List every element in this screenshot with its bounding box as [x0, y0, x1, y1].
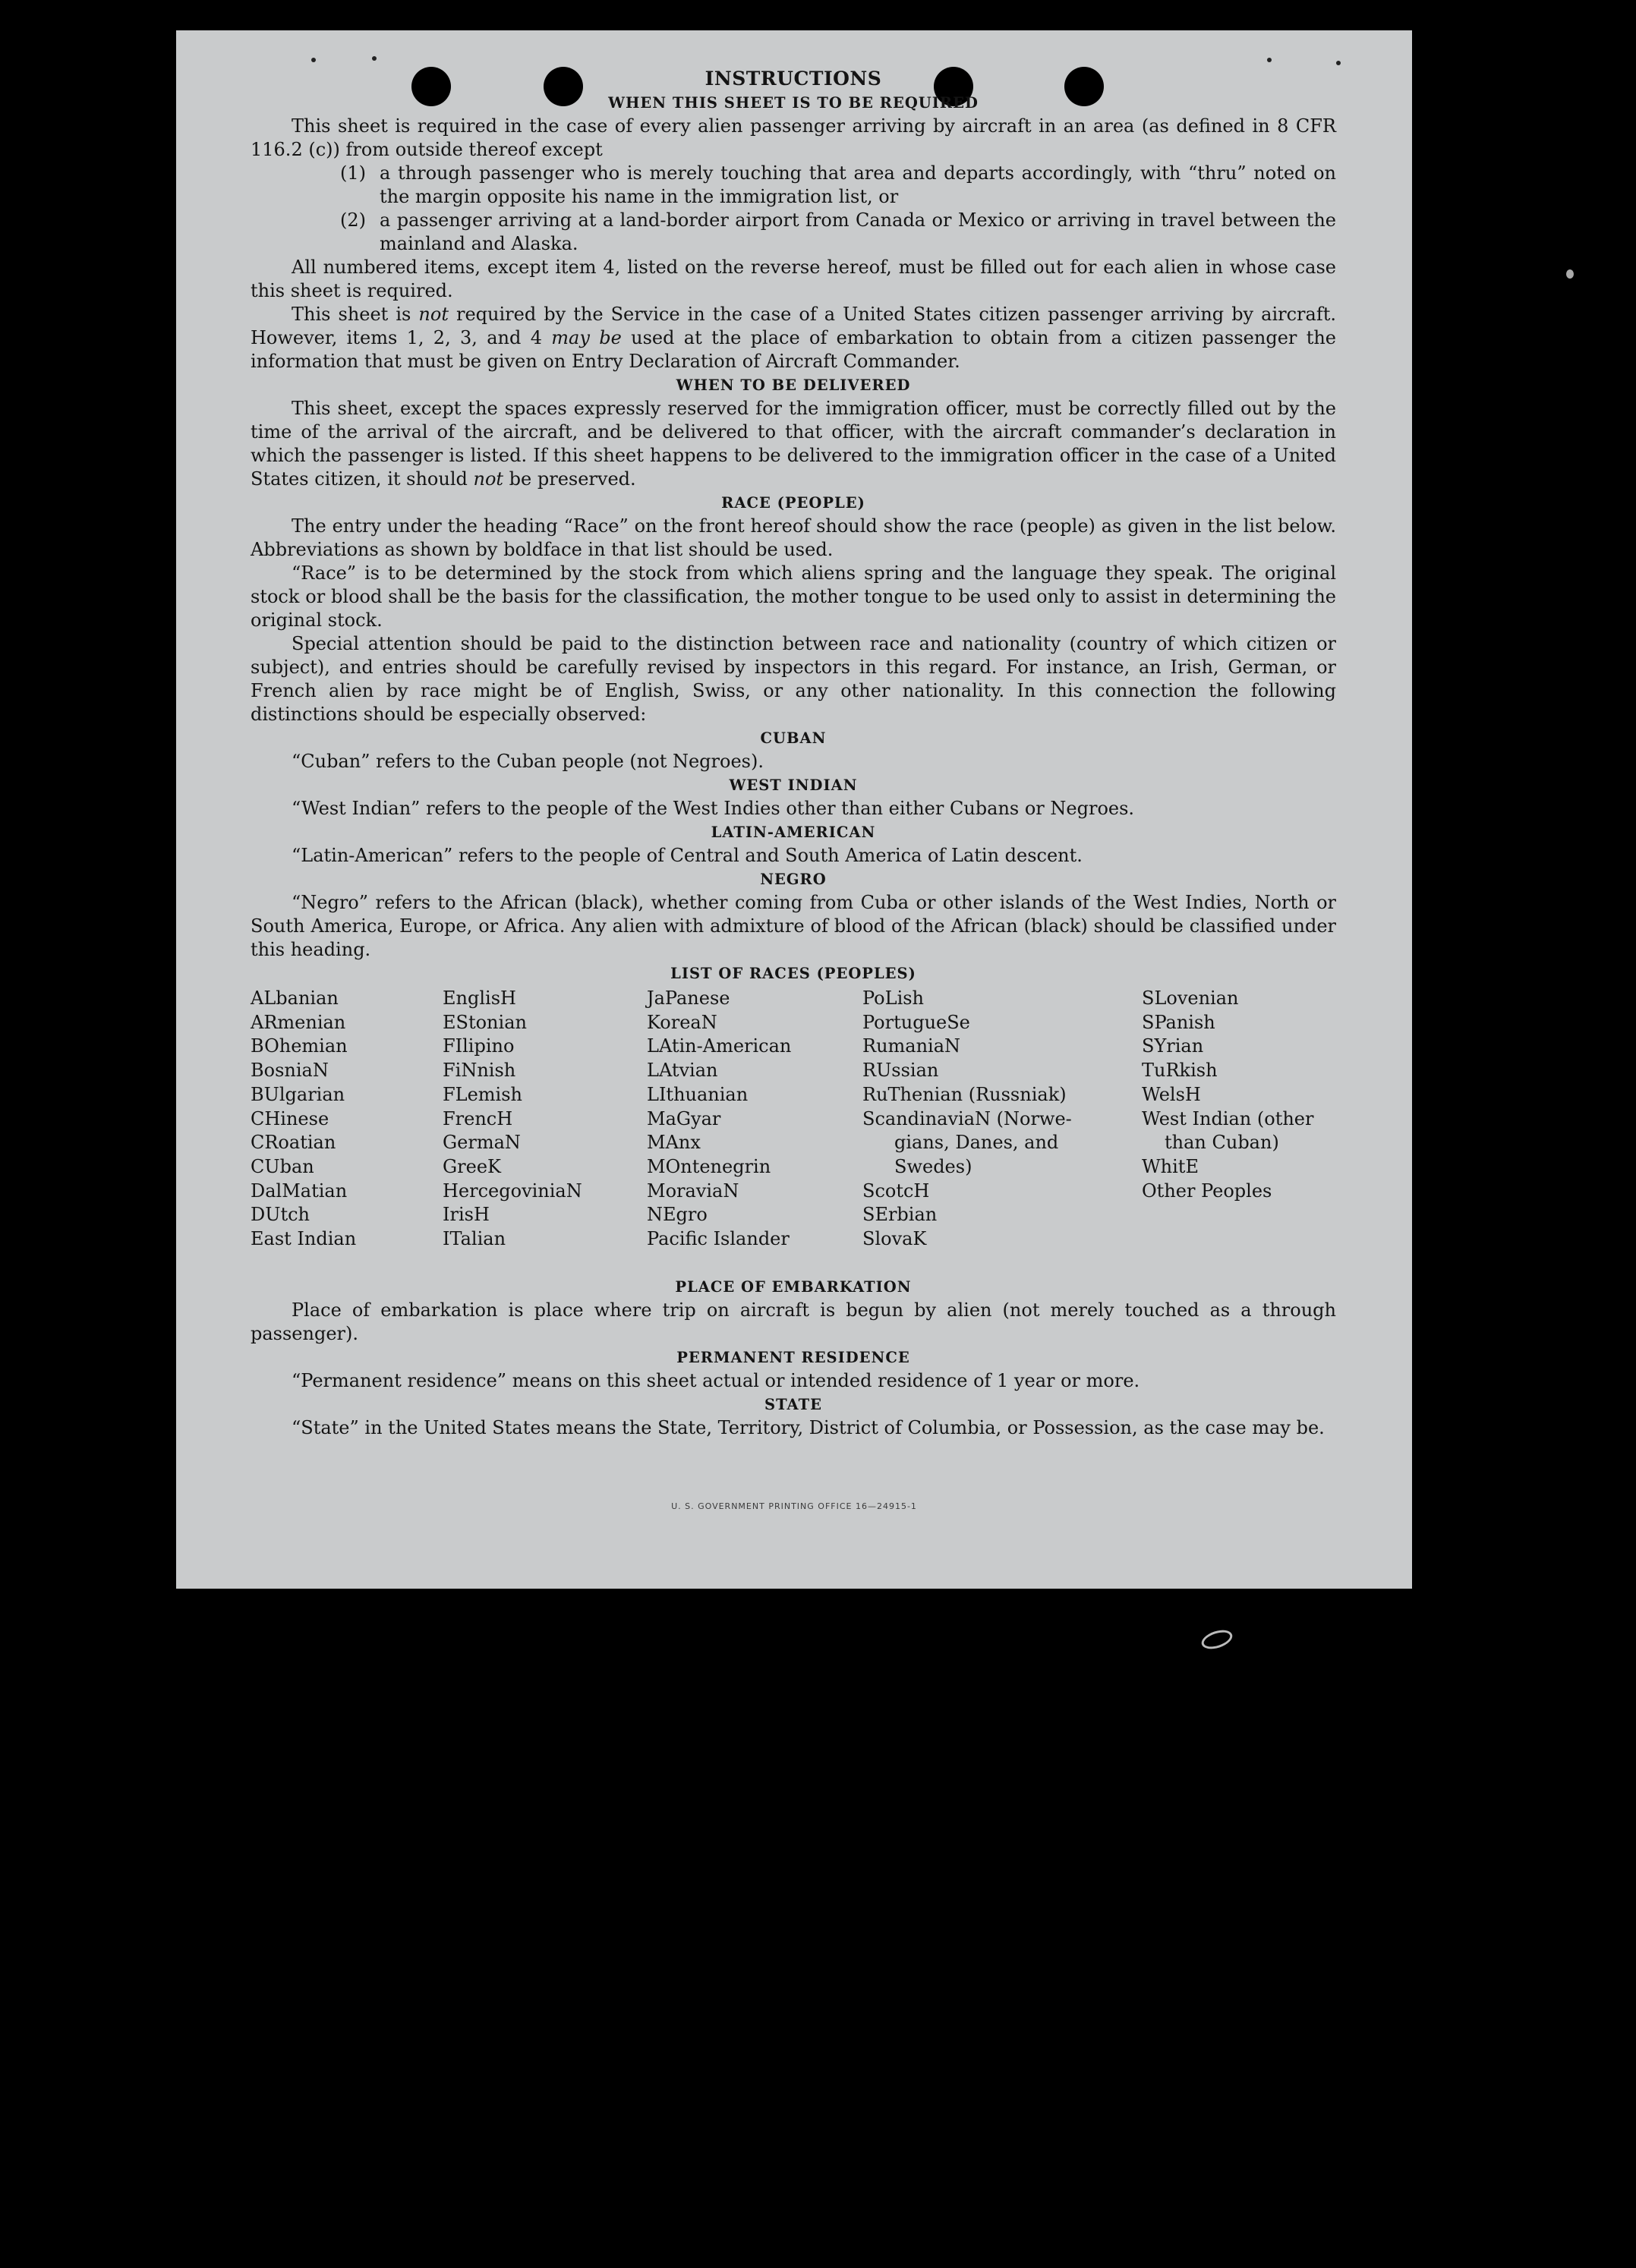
emphasis: not [473, 468, 504, 490]
race-entry: ARmenian [251, 1011, 346, 1033]
document-sheet [176, 30, 1412, 1589]
item-text: a through passenger who is merely touching that area and departs accordingly, with “thru” noted on the margin opposite his name in the immigration list, or [380, 162, 1336, 207]
race-entry: MaGyar [647, 1107, 721, 1129]
race-entry: LIthuanian [647, 1083, 749, 1105]
race-entry: SErbian [862, 1204, 938, 1226]
race-entry: WhitE [1142, 1155, 1199, 1177]
paragraph: All numbered items, except item 4, listed on the reverse hereof, must be filled out for each alien in whose case this sheet is required. [251, 257, 1336, 301]
heading-when-required: WHEN THIS SHEET IS TO BE REQUIRED [608, 94, 979, 112]
race-entry: FrencH [443, 1107, 513, 1129]
race-entry: FiNnish [443, 1060, 516, 1082]
paragraph: The entry under the heading “Race” on the front hereof should show the race (people) as given in the list below. Abbreviations as shown by boldface in that list should be used. [251, 515, 1336, 560]
heading-cuban: CUBAN [760, 729, 827, 747]
heading-state: STATE [764, 1396, 822, 1413]
paragraph [251, 303, 1336, 373]
heading-permanent-residence: PERMANENT RESIDENCE [676, 1349, 910, 1366]
race-entry: MOntenegrin [647, 1155, 771, 1177]
races-column-4 [862, 987, 1072, 1252]
race-entry: TuRkish [1142, 1060, 1218, 1082]
emphasis: may be [551, 327, 622, 348]
paragraph: “Permanent residence” means on this sheet actual or intended residence of 1 year or more. [292, 1370, 1140, 1391]
printer-imprint: U. S. GOVERNMENT PRINTING OFFICE 16—24915-1 [671, 1501, 917, 1511]
emphasis: not [418, 304, 449, 325]
race-entry: BOhemian [251, 1035, 348, 1057]
race-entry: SPanish [1142, 1011, 1215, 1033]
race-entry: EStonian [443, 1011, 527, 1033]
race-entry: ScandinaviaN (Norwe- [862, 1107, 1072, 1129]
race-entry: CHinese [251, 1107, 329, 1129]
race-entry: East Indian [251, 1228, 357, 1250]
race-entry: WelsH [1142, 1083, 1201, 1105]
race-entry: SlovaK [862, 1228, 927, 1250]
scan-blot [1199, 1627, 1235, 1652]
races-column-2 [443, 987, 582, 1252]
item-text: a passenger arriving at a land-border airport from Canada or Mexico or arriving in travel between the mainland and Alaska. [380, 209, 1336, 254]
race-entry: PortugueSe [862, 1011, 970, 1033]
instructions-content [251, 67, 1336, 1440]
race-entry: ITalian [443, 1228, 506, 1250]
heading-west-indian: WEST INDIAN [729, 776, 858, 794]
race-entry: ScotcH [862, 1180, 930, 1202]
paragraph: “State” in the United States means the State, Territory, District of Columbia, or Possession, as the case may be. [292, 1417, 1325, 1438]
race-entry: RumaniaN [862, 1035, 961, 1057]
heading-latin-american: LATIN-AMERICAN [711, 824, 876, 841]
race-entry: Swedes) [894, 1155, 972, 1177]
race-entry: EnglisH [443, 988, 516, 1009]
paragraph: Special attention should be paid to the distinction between race and nationality (country of which citizen or subject), and entries should be carefully revised by inspectors in this regard. For instance, an Irish, German, or French alien by race might be of English, Swiss, or any other nationality. In this connection the following distinctions should be especially observed: [251, 633, 1336, 725]
race-entry: Other Peoples [1142, 1180, 1272, 1202]
race-entry: gians, Danes, and [894, 1132, 1059, 1154]
races-list [251, 987, 1336, 1275]
race-entry: FIlipino [443, 1035, 515, 1057]
race-entry: RuThenian (Russniak) [862, 1083, 1067, 1105]
race-entry: MoraviaN [647, 1180, 739, 1202]
race-entry: BosniaN [251, 1060, 329, 1082]
heading-when-delivered: WHEN TO BE DELIVERED [676, 376, 911, 394]
race-entry: NEgro [647, 1204, 708, 1226]
paragraph: This sheet is required in the case of every alien passenger arriving by aircraft in an area (as defined in 8 CFR 116.2 (c)) from outside thereof except [251, 115, 1336, 160]
race-entry: DUtch [251, 1204, 310, 1226]
race-entry: BUlgarian [251, 1083, 345, 1105]
paragraph: “Race” is to be determined by the stock from which aliens spring and the language they speak. The original stock or blood shall be the basis for the classification, the mother tongue to be used only to assist in determining the original stock. [251, 562, 1336, 631]
race-entry: Pacific Islander [647, 1228, 790, 1250]
text-run: This sheet is [292, 304, 419, 325]
heading-negro: NEGRO [760, 871, 827, 888]
race-entry: DalMatian [251, 1180, 348, 1202]
race-entry: LAtvian [647, 1060, 718, 1082]
paragraph: “Cuban” refers to the Cuban people (not Negroes). [292, 751, 764, 772]
text-run: required by the Service in the case of a United States citizen passenger arriving by aircraft. However, items 1, 2, 3, and 4 [251, 304, 1336, 348]
heading-list-of-races: LIST OF RACES (PEOPLES) [670, 965, 916, 982]
race-entry: ALbanian [251, 988, 339, 1009]
paragraph: “West Indian” refers to the people of the West Indies other than either Cubans or Negroes. [292, 798, 1135, 819]
race-entry: MAnx [647, 1132, 701, 1154]
text-run: used at the place of embarkation to obtain from a citizen passenger the information that must be given on Entry Declaration of Aircraft Commander. [251, 327, 1336, 372]
race-entry: JaPanese [647, 988, 730, 1009]
race-entry: LAtin-American [647, 1035, 792, 1057]
scan-dot [1566, 269, 1574, 279]
races-column-5 [1142, 987, 1313, 1203]
paragraph [251, 397, 1336, 491]
speck [311, 58, 316, 62]
item-number: (1) [340, 162, 366, 184]
heading-race: RACE (PEOPLE) [721, 494, 865, 512]
races-column-1 [251, 987, 356, 1252]
race-entry: CRoatian [251, 1132, 336, 1154]
text-run: be preserved. [503, 468, 636, 490]
race-entry: SYrian [1142, 1035, 1204, 1057]
race-entry: SLovenian [1142, 988, 1239, 1009]
race-entry: CUban [251, 1155, 314, 1177]
speck [372, 56, 377, 61]
race-entry: RUssian [862, 1060, 939, 1082]
race-entry: FLemish [443, 1083, 522, 1105]
race-entry: PoLish [862, 988, 925, 1009]
race-entry: KoreaN [647, 1011, 717, 1033]
speck [1336, 61, 1341, 65]
race-entry: West Indian (other [1142, 1107, 1314, 1129]
list-item [340, 162, 1336, 209]
race-entry: IrisH [443, 1204, 490, 1226]
race-entry: than Cuban) [1165, 1132, 1279, 1154]
paragraph: “Latin-American” refers to the people of Central and South America of Latin descent. [292, 845, 1083, 866]
races-column-3 [647, 987, 791, 1252]
heading-embarkation: PLACE OF EMBARKATION [675, 1278, 912, 1296]
race-entry: HercegoviniaN [443, 1180, 582, 1202]
speck [1267, 58, 1272, 62]
page-title: INSTRUCTIONS [705, 68, 882, 90]
list-item [340, 209, 1336, 256]
race-entry: GreeK [443, 1155, 501, 1177]
text-run: This sheet, except the spaces expressly reserved for the immigration officer, must be correctly filled out by the time of the arrival of the aircraft, and be delivered to that officer, with the aircraft commander’s declaration in which the passenger is listed. If this sheet happens to be delivered to the immigration officer in the case of a United States citizen, it should [251, 398, 1336, 490]
paragraph: “Negro” refers to the African (black), whether coming from Cuba or other islands of the West Indies, North or South America, Europe, or Africa. Any alien with admixture of blood of the African (black) should be classified under this heading. [251, 892, 1336, 960]
paragraph: Place of embarkation is place where trip on aircraft is begun by alien (not merely touched as a through passenger). [251, 1299, 1336, 1344]
race-entry: GermaN [443, 1132, 521, 1154]
item-number: (2) [340, 209, 366, 231]
